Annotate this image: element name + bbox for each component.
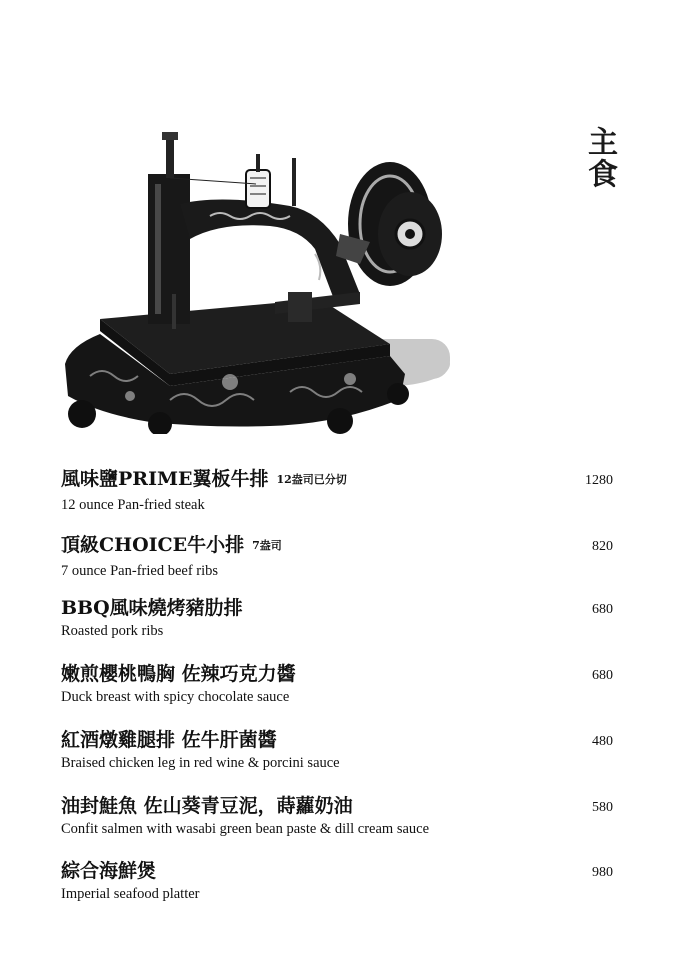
menu-item-name: 頂級CHOICE牛小排 7盎司 <box>61 534 282 556</box>
menu-item <box>61 793 613 839</box>
menu-item-name: 嫩煎櫻桃鴨胸 佐辣巧克力醬 <box>61 663 296 685</box>
section-title: 主食 <box>582 126 617 190</box>
menu-item-price: 1280 <box>585 473 613 488</box>
menu-item <box>61 532 613 581</box>
menu-item-price: 980 <box>592 865 613 880</box>
menu-item <box>61 466 613 515</box>
menu-item-name: 油封鮭魚 佐山葵青豆泥，蒔蘿奶油 <box>61 795 353 817</box>
menu-item-description: Braised chicken leg in red wine & porcini sauce <box>61 755 340 771</box>
menu-item-description: Roasted pork ribs <box>61 623 164 639</box>
menu-item <box>61 858 613 904</box>
menu-item-description: 12 ounce Pan-fried steak <box>61 497 205 513</box>
menu-item-description: Imperial seafood platter <box>61 886 200 902</box>
menu-item-price: 820 <box>592 539 613 554</box>
menu-item-name: 風味鹽PRIME翼板牛排 12盎司已分切 <box>61 468 347 490</box>
menu-item-name: 紅酒燉雞腿排 佐牛肝菌醬 <box>61 729 277 751</box>
menu-item-price: 680 <box>592 668 613 683</box>
menu-item-price: 480 <box>592 734 613 749</box>
menu-item-note: 12盎司已分切 <box>276 473 347 486</box>
menu-item-description: Confit salmen with wasabi green bean paste & dill cream sauce <box>61 821 430 837</box>
menu-item-name: 綜合海鮮煲 <box>61 860 157 882</box>
menu-item <box>61 661 613 707</box>
menu-item-price: 580 <box>592 800 613 815</box>
menu-item-description: Duck breast with spicy chocolate sauce <box>61 689 290 705</box>
menu-item-description: 7 ounce Pan-fried beef ribs <box>61 563 219 579</box>
menu-item <box>61 595 613 641</box>
sewing-machine-illustration <box>60 124 455 434</box>
menu-item-price: 680 <box>592 602 613 617</box>
menu-item-name: BBQ風味燒烤豬肋排 <box>61 597 243 619</box>
menu-item <box>61 727 613 773</box>
menu-item-note: 7盎司 <box>252 539 282 552</box>
